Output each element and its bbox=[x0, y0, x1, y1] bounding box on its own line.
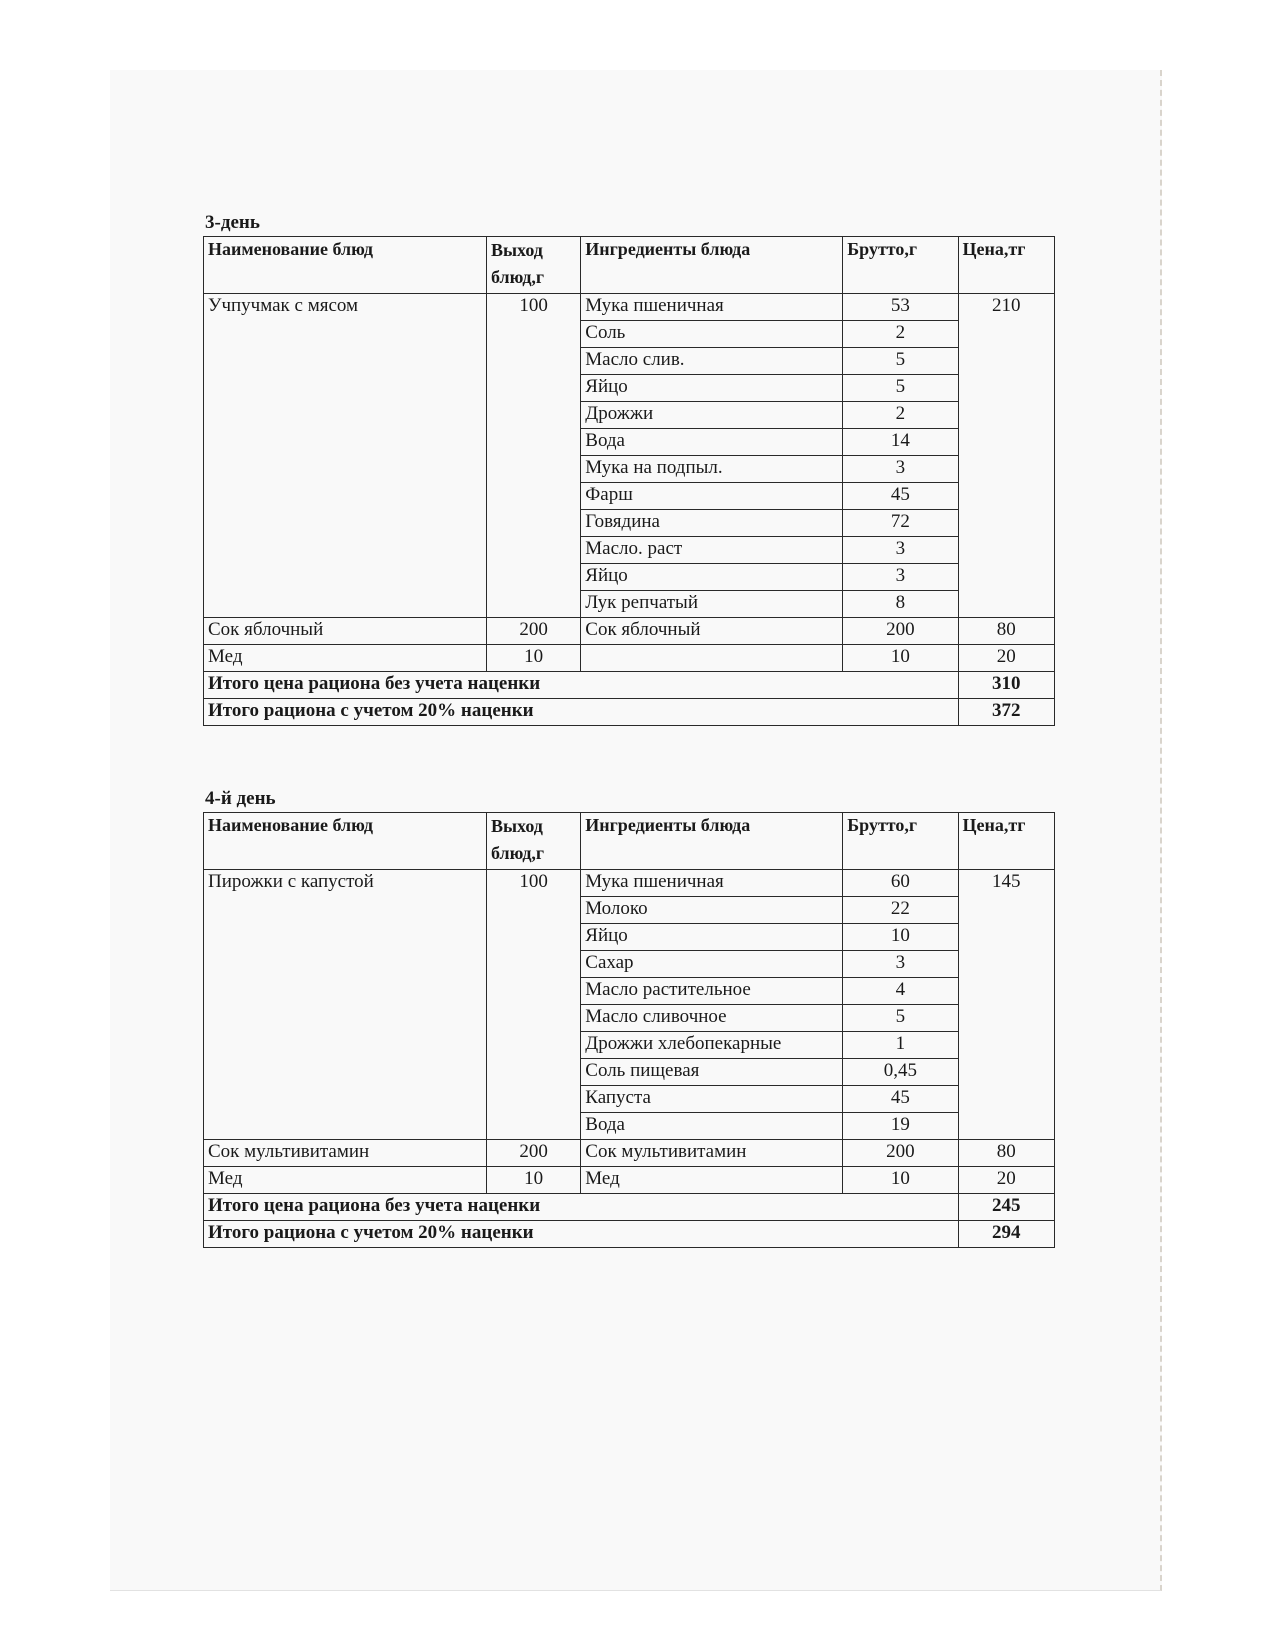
header-ingredients: Ингредиенты блюда bbox=[581, 237, 843, 294]
ingredient-gross: 200 bbox=[843, 1140, 958, 1167]
dish-price: 20 bbox=[958, 645, 1054, 672]
day-title: 3-день bbox=[205, 212, 260, 233]
ingredient-name: Масло слив. bbox=[581, 348, 843, 375]
dish-price: 20 bbox=[958, 1167, 1054, 1194]
total-label: Итого рациона с учетом 20% наценки bbox=[204, 1221, 959, 1248]
day-3-section bbox=[203, 210, 1055, 726]
ingredient-gross: 8 bbox=[843, 591, 958, 618]
ingredient-name: Мука пшеничная bbox=[581, 870, 843, 897]
ingredient-gross: 10 bbox=[843, 1167, 958, 1194]
ingredient-gross: 22 bbox=[843, 897, 958, 924]
header-dish: Наименование блюд bbox=[204, 813, 487, 870]
day-4-section bbox=[203, 786, 1055, 1248]
ingredient-name: Соль bbox=[581, 321, 843, 348]
total-row bbox=[204, 672, 1055, 699]
total-value: 372 bbox=[958, 699, 1054, 726]
ingredient-gross: 10 bbox=[843, 645, 958, 672]
header-price: Цена,тг bbox=[958, 813, 1054, 870]
header-gross: Брутто,г bbox=[843, 237, 958, 294]
header-yield: Выход блюд,г bbox=[486, 813, 580, 870]
total-row bbox=[204, 1194, 1055, 1221]
ingredient-name: Масло сливочное bbox=[581, 1005, 843, 1032]
ingredient-name: Капуста bbox=[581, 1086, 843, 1113]
dish-price: 80 bbox=[958, 1140, 1054, 1167]
ingredient-gross: 10 bbox=[843, 924, 958, 951]
day-title: 4-й день bbox=[205, 788, 276, 809]
total-value: 310 bbox=[958, 672, 1054, 699]
ingredient-gross: 19 bbox=[843, 1113, 958, 1140]
ingredient-gross: 3 bbox=[843, 456, 958, 483]
dish-price: 80 bbox=[958, 618, 1054, 645]
ingredient-name: Яйцо bbox=[581, 375, 843, 402]
ingredient-gross: 2 bbox=[843, 402, 958, 429]
table-row bbox=[204, 1140, 1055, 1167]
total-row bbox=[204, 699, 1055, 726]
dish-name: Сок мультивитамин bbox=[204, 1140, 487, 1167]
dish-name: Мед bbox=[204, 645, 487, 672]
total-label: Итого рациона с учетом 20% наценки bbox=[204, 699, 959, 726]
ingredient-gross: 45 bbox=[843, 483, 958, 510]
dish-name: Мед bbox=[204, 1167, 487, 1194]
table-row bbox=[204, 645, 1055, 672]
ingredient-name: Мука пшеничная bbox=[581, 294, 843, 321]
table-row bbox=[204, 1167, 1055, 1194]
menu-table-day-3 bbox=[203, 236, 1055, 726]
table-row bbox=[204, 294, 1055, 321]
ingredient-gross: 3 bbox=[843, 564, 958, 591]
dish-name: Сок яблочный bbox=[204, 618, 487, 645]
ingredient-name: Фарш bbox=[581, 483, 843, 510]
dish-name: Пирожки с капустой bbox=[204, 870, 487, 1140]
table-header-row bbox=[204, 813, 1055, 870]
menu-table-day-4 bbox=[203, 812, 1055, 1248]
ingredient-name bbox=[581, 645, 843, 672]
ingredient-gross: 3 bbox=[843, 951, 958, 978]
ingredient-gross: 5 bbox=[843, 1005, 958, 1032]
ingredient-name: Соль пищевая bbox=[581, 1059, 843, 1086]
total-value: 294 bbox=[958, 1221, 1054, 1248]
ingredient-gross: 200 bbox=[843, 618, 958, 645]
dish-price: 145 bbox=[958, 870, 1054, 1140]
ingredient-gross: 2 bbox=[843, 321, 958, 348]
ingredient-gross: 5 bbox=[843, 375, 958, 402]
dish-yield: 100 bbox=[486, 870, 580, 1140]
total-label: Итого цена рациона без учета наценки bbox=[204, 672, 959, 699]
ingredient-gross: 45 bbox=[843, 1086, 958, 1113]
header-ingredients: Ингредиенты блюда bbox=[581, 813, 843, 870]
total-row bbox=[204, 1221, 1055, 1248]
table-row bbox=[204, 870, 1055, 897]
dish-price: 210 bbox=[958, 294, 1054, 618]
ingredient-gross: 5 bbox=[843, 348, 958, 375]
ingredient-name: Вода bbox=[581, 1113, 843, 1140]
dish-yield: 10 bbox=[486, 645, 580, 672]
total-value: 245 bbox=[958, 1194, 1054, 1221]
dish-name: Учпучмак с мясом bbox=[204, 294, 487, 618]
ingredient-name: Лук репчатый bbox=[581, 591, 843, 618]
ingredient-name: Масло. раст bbox=[581, 537, 843, 564]
ingredient-gross: 14 bbox=[843, 429, 958, 456]
ingredient-name: Мука на подпыл. bbox=[581, 456, 843, 483]
header-dish: Наименование блюд bbox=[204, 237, 487, 294]
ingredient-gross: 60 bbox=[843, 870, 958, 897]
header-gross: Брутто,г bbox=[843, 813, 958, 870]
ingredient-gross: 1 bbox=[843, 1032, 958, 1059]
ingredient-name: Яйцо bbox=[581, 924, 843, 951]
ingredient-gross: 72 bbox=[843, 510, 958, 537]
ingredient-name: Яйцо bbox=[581, 564, 843, 591]
ingredient-gross: 4 bbox=[843, 978, 958, 1005]
ingredient-name: Масло растительное bbox=[581, 978, 843, 1005]
ingredient-name: Дрожжи bbox=[581, 402, 843, 429]
ingredient-name: Молоко bbox=[581, 897, 843, 924]
total-label: Итого цена рациона без учета наценки bbox=[204, 1194, 959, 1221]
ingredient-gross: 3 bbox=[843, 537, 958, 564]
table-row bbox=[204, 618, 1055, 645]
dish-yield: 200 bbox=[486, 1140, 580, 1167]
ingredient-name: Сахар bbox=[581, 951, 843, 978]
ingredient-gross: 0,45 bbox=[843, 1059, 958, 1086]
dish-yield: 100 bbox=[486, 294, 580, 618]
table-header-row bbox=[204, 237, 1055, 294]
ingredient-name: Говядина bbox=[581, 510, 843, 537]
ingredient-name: Сок яблочный bbox=[581, 618, 843, 645]
dish-yield: 200 bbox=[486, 618, 580, 645]
dish-yield: 10 bbox=[486, 1167, 580, 1194]
ingredient-name: Сок мультивитамин bbox=[581, 1140, 843, 1167]
header-price: Цена,тг bbox=[958, 237, 1054, 294]
header-yield: Выход блюд,г bbox=[486, 237, 580, 294]
ingredient-name: Вода bbox=[581, 429, 843, 456]
ingredient-name: Дрожжи хлебопекарные bbox=[581, 1032, 843, 1059]
ingredient-gross: 53 bbox=[843, 294, 958, 321]
ingredient-name: Мед bbox=[581, 1167, 843, 1194]
